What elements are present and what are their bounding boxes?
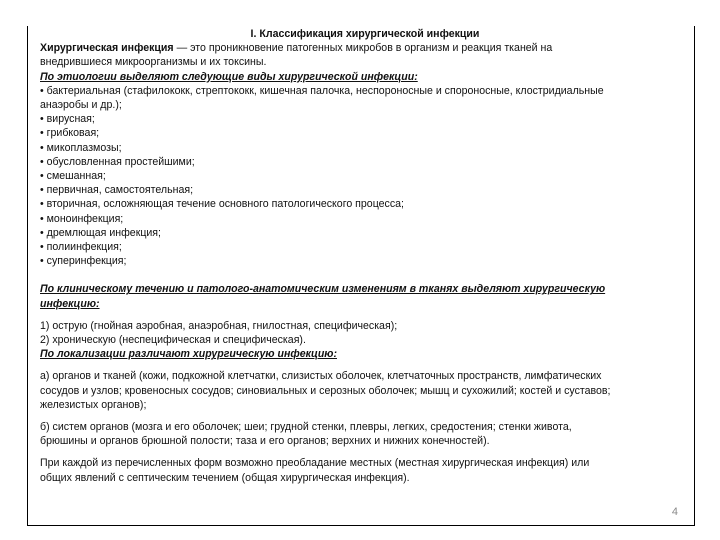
localization-heading: По локализации различают хирургическую инфекцию: (40, 348, 337, 361)
definition (40, 41, 690, 55)
list-item: • обусловленная простейшими; (40, 155, 195, 168)
localization-b: б) систем органов (мозга и его оболочек; шеи; грудной стенки, плевры, легких, средостения; стенки живота, (40, 421, 572, 434)
list-item: 2) хроническую (неспецифическая и специфическая). (40, 334, 306, 347)
list-item: • дремлющая инфекция; (40, 226, 161, 239)
list-item: • первичная, самостоятельная; (40, 184, 194, 197)
list-item: 1) острую (гнойная аэробная, анаэробная, гнилостная, специфическая); (40, 319, 398, 332)
conclusion: При каждой из перечисленных форм возможно преобладание местных (местная хирургическая инфекция) или (40, 457, 590, 470)
list-item: • вирусная; (40, 113, 95, 126)
page-number: 4 (671, 506, 678, 518)
localization-a: сосудов и узлов; кровеносных сосудов; синовиальных и серозных оболочек; мышц и сухожилий; костей и суставов; (40, 384, 611, 397)
slide-title: I. Классификация хирургической инфекции (250, 28, 480, 40)
clinical-heading: По клиническому течению и патолого-анатомическим изменениям в тканях выделяют хирургическую (40, 283, 606, 296)
clinical-heading-line-2: инфекцию: (40, 297, 100, 310)
definition-text: — это проникновение патогенных микробов в организм и реакция тканей на (173, 42, 553, 55)
definition-term: Хирургическая инфекция (40, 42, 174, 55)
definition-line-2: внедрившиеся микроорганизмы и их токсины. (40, 56, 267, 69)
list-item: • смешанная; (40, 170, 106, 183)
list-item: • бактериальная (стафилококк, стрептококк, кишечная палочка, неспороносные и спороносные, клостридиальные (40, 84, 604, 97)
localization-a: а) органов и тканей (кожи, подкожной клетчатки, слизистых оболочек, клетчаточных пространств, лимфатических (40, 370, 602, 383)
slide-content (40, 27, 690, 485)
list-item: • микоплазмозы; (40, 141, 122, 154)
list-item: • грибковая; (40, 127, 100, 140)
list-item: • суперинфекция; (40, 255, 127, 268)
localization-a: железистых органов); (40, 398, 147, 411)
list-item: анаэробы и др.); (40, 99, 122, 112)
list-item: • моноинфекция; (40, 212, 124, 225)
list-item: • вторичная, осложняющая течение основного патологического процесса; (40, 198, 404, 211)
list-item: • полиинфекция; (40, 241, 122, 254)
localization-b: брюшины и органов брюшной полости; таза и его органов; верхних и нижних конечностей). (40, 435, 490, 448)
etiology-list (40, 84, 690, 269)
etiology-heading: По этиологии выделяют следующие виды хирургической инфекции: (40, 70, 418, 83)
conclusion: общих явлений с септическим течением (общая хирургическая инфекция). (40, 471, 410, 484)
